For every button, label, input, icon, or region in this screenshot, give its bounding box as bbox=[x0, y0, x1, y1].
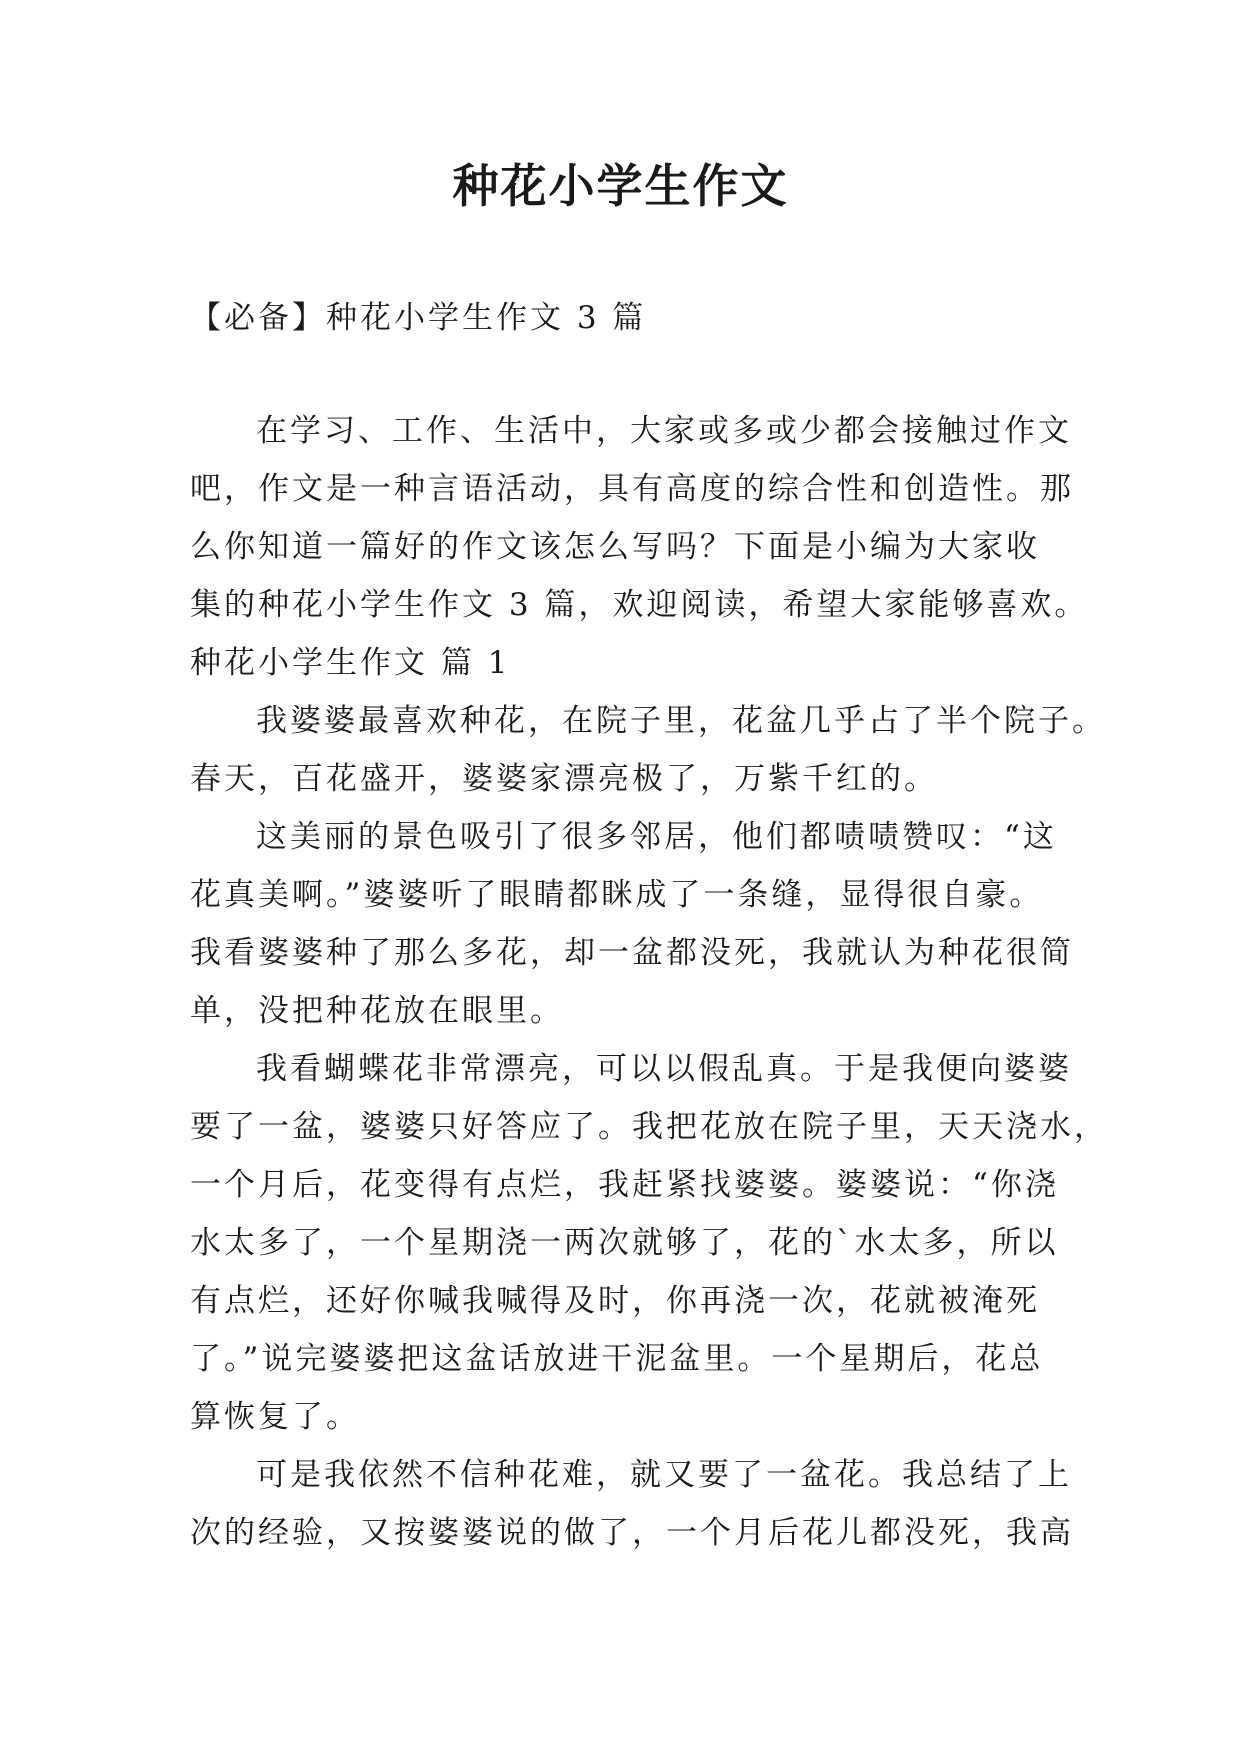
text-line: 一个月后，花变得有点烂，我赶紧找婆婆。婆婆说：“你浇 bbox=[190, 1167, 1059, 1203]
text-line: 水太多了，一个星期浇一两次就够了，花的`水太多，所以 bbox=[190, 1225, 1059, 1261]
text-line: 春天，百花盛开，婆婆家漂亮极了，万紫千红的。 bbox=[190, 761, 938, 797]
page-title: 种花小学生作文 bbox=[452, 159, 789, 213]
document-subtitle: 【必备】种花小学生作文 3 篇 bbox=[190, 300, 647, 336]
text-line: 种花小学生作文 篇 1 bbox=[190, 645, 511, 681]
text-line: 了。”说完婆婆把这盆话放进干泥盆里。一个星期后，花总 bbox=[190, 1341, 1044, 1377]
text-line: 要了一盆，婆婆只好答应了。我把花放在院子里，天天浇水， bbox=[190, 1109, 1108, 1145]
text-line: 么你知道一篇好的作文该怎么写吗？下面是小编为大家收 bbox=[190, 529, 1040, 565]
text-line: 次的经验，又按婆婆说的做了，一个月后花儿都没死，我高 bbox=[190, 1515, 1074, 1551]
text-line: 花真美啊。”婆婆听了眼睛都眯成了一条缝，显得很自豪。 bbox=[190, 877, 1044, 913]
text-line: 我看蝴蝶花非常漂亮，可以以假乱真。于是我便向婆婆 bbox=[256, 1051, 1072, 1087]
text-line: 有点烂，还好你喊我喊得及时，你再浇一次，花就被淹死 bbox=[190, 1283, 1040, 1319]
text-line: 单，没把种花放在眼里。 bbox=[190, 993, 564, 1029]
text-line: 算恢复了。 bbox=[190, 1399, 360, 1435]
text-line: 这美丽的景色吸引了很多邻居，他们都啧啧赞叹：“这 bbox=[256, 819, 1057, 855]
text-line: 集的种花小学生作文 3 篇，欢迎阅读，希望大家能够喜欢。 bbox=[190, 587, 1089, 623]
text-line: 我婆婆最喜欢种花，在院子里，花盆几乎占了半个院子。 bbox=[256, 703, 1106, 739]
text-line: 吧，作文是一种言语活动，具有高度的综合性和创造性。那 bbox=[190, 471, 1074, 507]
text-line: 在学习、工作、生活中，大家或多或少都会接触过作文 bbox=[256, 413, 1072, 449]
text-line: 可是我依然不信种花难，就又要了一盆花。我总结了上 bbox=[256, 1457, 1072, 1493]
document-body bbox=[190, 402, 1108, 1562]
text-line: 我看婆婆种了那么多花，却一盆都没死，我就认为种花很简 bbox=[190, 935, 1074, 971]
